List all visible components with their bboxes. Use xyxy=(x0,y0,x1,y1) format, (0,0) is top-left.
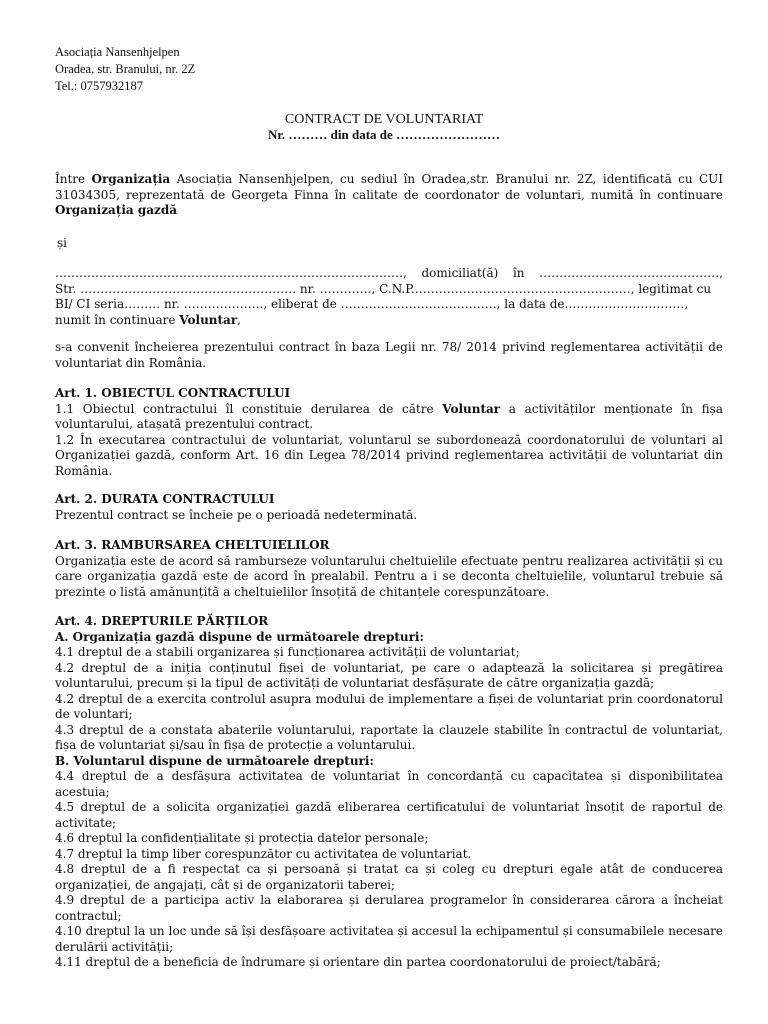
org-phone: Tel.: 0757932187 xyxy=(55,79,144,93)
volunteer-line-4: numit în continuare Voluntar, xyxy=(55,312,241,327)
article-1-title: Art. 1. OBIECTUL CONTRACTULUI xyxy=(55,386,291,400)
list-item: 4.11 dreptul de a beneficia de îndrumare și orientare din partea coordonatorului de proiect/tabără; xyxy=(55,955,661,969)
volunteer-line-2: Str. ……………………………………………… nr. …………., C.N.P.………………………………………………, legitimat cu xyxy=(55,281,712,296)
rights-org-title: A. Organizația gazdă dispune de următoarele drepturi: xyxy=(55,629,424,644)
list-item: 4.5 dreptul de a solicita organizației gazdă eliberarea certificatului de voluntariat însoțit de raportul de activitate; xyxy=(55,800,723,830)
volunteer-fields xyxy=(55,266,723,328)
list-item: 4.6 dreptul la confidențialitate și protecția datelor personale; xyxy=(55,831,429,845)
list-item: 4.9 dreptul de a participa activ la elaborarea și derularea programelor în considerarea cărora a încheiat contractul; xyxy=(55,893,723,923)
article-2-text: Prezentul contract se încheie pe o perioadă nedeterminată. xyxy=(55,507,418,522)
org-address: Oradea, str. Branului, nr. 2Z xyxy=(55,62,196,76)
article-2 xyxy=(55,492,723,523)
list-item: 4.8 dreptul de a fi respectat ca și persoană și tratat ca și coleg cu drepturi egale atât de conducerea organizației, de angajați, cât și de organizatorii taberei; xyxy=(55,862,723,892)
and-word: și xyxy=(57,236,67,250)
article-4 xyxy=(55,614,723,971)
article-3-text: Organizația este de acord să ramburseze voluntarului cheltuielile efectuate pentru realizarea activității și cu care organizația gazdă este de acord în prealabil. Pentru a i se deconta cheltuielile, voluntarul trebuie să prezinte o listă amănunțită a cheltuielilor însoțită de chitanțele corespunzătoare. xyxy=(55,553,723,599)
org-name: Asociația Nansenhjelpen xyxy=(55,45,180,59)
article-4-title: Art. 4. DREPTURILE PĂRȚILOR xyxy=(55,614,269,628)
document-title: CONTRACT DE VOLUNTARIAT xyxy=(284,112,484,127)
letterhead xyxy=(55,44,195,95)
list-item: 4.1 dreptul de a stabili organizarea și funcționarea activității de voluntariat; xyxy=(55,645,520,659)
list-item: 4.7 dreptul la timp liber corespunzător cu activitatea de voluntariat. xyxy=(55,846,472,861)
rights-volunteer-list xyxy=(55,769,723,971)
list-item: 4.2 dreptul de a exercita controlul asupra modului de implementare a fișei de voluntariat prin coordonatorul de voluntari; xyxy=(55,691,723,721)
list-item: 4.3 dreptul de a constata abaterile voluntarului, raportate la clauzele stabilite în contractul de voluntariat, fișa de voluntariat și/sau în fișa de protecție a voluntarului. xyxy=(55,722,723,752)
list-item: 4.2 dreptul de a iniția conținutul fișei de voluntariat, pe care o adaptează la solicitarea și pregătirea voluntarului, precum și la tipul de activități de voluntariat desfășurate de către organizația gazdă; xyxy=(55,660,723,690)
volunteer-label: Voluntar xyxy=(179,312,238,327)
parties-paragraph: Între Organizația Asociația Nansenhjelpen, cu sediul în Oradea,str. Branului nr. 2Z, identificată cu CUI 31034305, reprezentată de Georgeta Finna în calitate de coordonator de voluntari, numită în continuare Organizația gazdă xyxy=(55,172,723,217)
article-1-1: 1.1 Obiectul contractului îl constituie derularea de către Voluntar a activităților menționate în fișa voluntarului, atașată prezentului contract. xyxy=(55,401,723,431)
article-2-title: Art. 2. DURATA CONTRACTULUI xyxy=(55,492,275,506)
contract-number-line: Nr. ……… din data de …………………… xyxy=(267,127,501,142)
org-host-label: Organizația gazdă xyxy=(55,203,178,217)
volunteer-line-1: ……………………………………………………………………………, domiciliat(ă) în ………………………………………, xyxy=(55,266,723,280)
article-3 xyxy=(55,538,723,600)
list-item: 4.10 dreptul la un loc unde să își desfășoare activitatea și accesul la echipamentul și consumabilele necesare derulării activității; xyxy=(55,924,723,954)
rights-volunteer-title: B. Voluntarul dispune de următoarele drepturi: xyxy=(55,753,374,768)
legal-basis: s-a convenit încheierea prezentului contract în baza Legii nr. 78/ 2014 privind reglementarea activității de voluntariat din România. xyxy=(55,340,723,370)
org-label: Organizația xyxy=(91,172,171,186)
article-1-2: 1.2 În executarea contractului de voluntariat, voluntarul se subordonează coordonatorului de voluntari al Organizației gazdă, conform Art. 16 din Legea 78/2014 privind reglementarea activității de voluntariat din România. xyxy=(55,432,723,478)
article-1 xyxy=(55,386,723,479)
list-item: 4.4 dreptul de a desfășura activitatea de voluntariat în concordanță cu capacitatea și disponibilitatea acestuia; xyxy=(55,769,723,799)
volunteer-line-3: BI/ CI seria……… nr. ……………….., eliberat de …………………………………, la data de…………………………, xyxy=(55,297,689,311)
article-3-title: Art. 3. RAMBURSAREA CHELTUIELILOR xyxy=(55,538,330,552)
rights-org-list xyxy=(55,645,723,754)
